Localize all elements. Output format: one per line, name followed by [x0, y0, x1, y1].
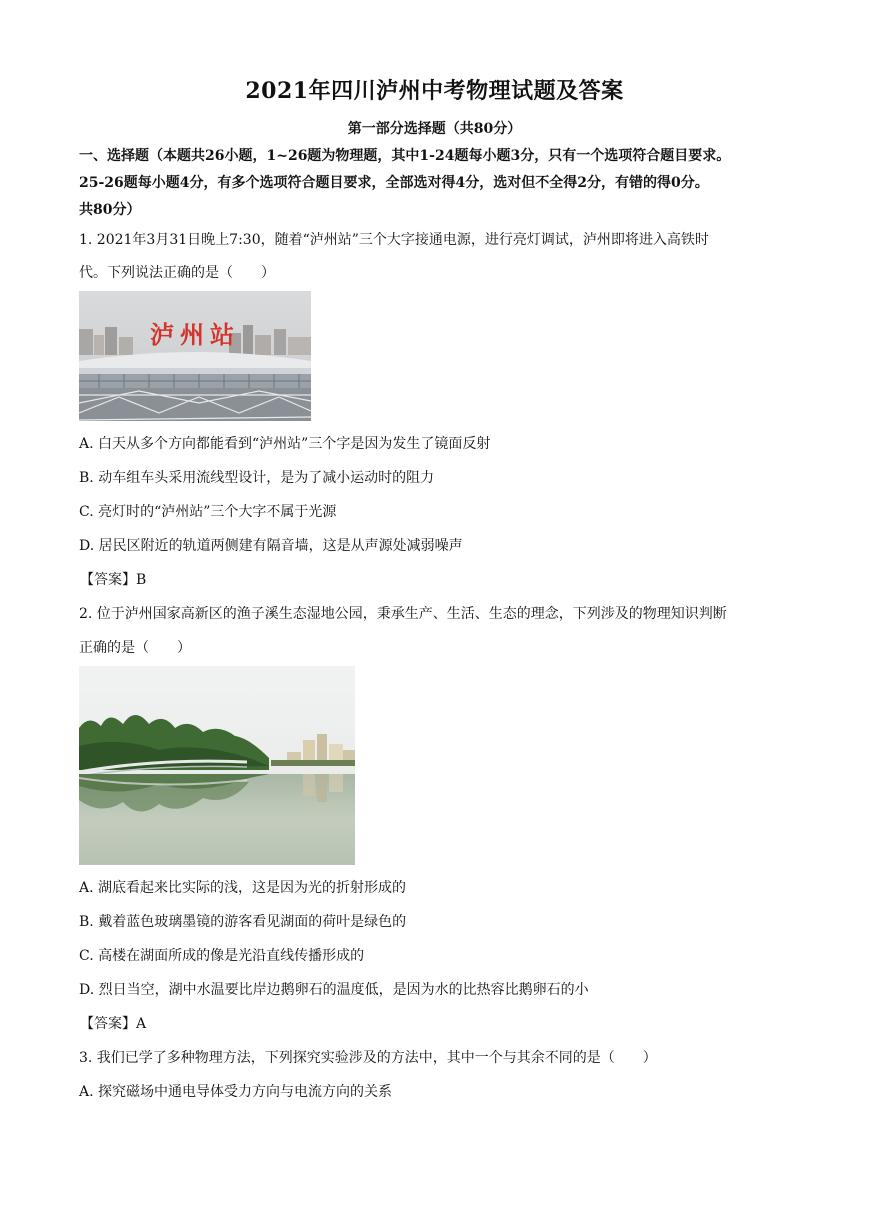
- section-heading-line: 25-26题每小题4分，有多个选项符合题目要求，全部选对得4分，选对但不全得2分，有错的得0分。: [79, 175, 709, 191]
- question-2-stem-line: 正确的是（ ）: [79, 640, 191, 656]
- document-title: 2021年四川泸州中考物理试题及答案: [245, 78, 624, 104]
- question-3-option-a: A. 探究磁场中通电导体受力方向与电流方向的关系: [79, 1084, 393, 1100]
- station-sign-text: 泸州站: [150, 321, 240, 349]
- question-1-answer: 【答案】B: [80, 572, 147, 588]
- section-heading-line: 共80分）: [79, 202, 141, 218]
- question-1-option-a: A. 白天从多个方向都能看到“泸州站”三个字是因为发生了镜面反射: [79, 436, 491, 452]
- question-2-option-c: C. 高楼在湖面所成的像是光沿直线传播形成的: [79, 948, 365, 964]
- question-1-option-d: D. 居民区附近的轨道两侧建有隔音墙，这是从声源处减弱噪声: [79, 538, 463, 554]
- question-2-option-b: B. 戴着蓝色玻璃墨镜的游客看见湖面的荷叶是绿色的: [79, 914, 407, 930]
- section-heading: [79, 143, 794, 224]
- question-2-option-d: D. 烈日当空，湖中水温要比岸边鹅卵石的温度低，是因为水的比热容比鹅卵石的小: [79, 982, 589, 998]
- luzhou-station-photo: [79, 291, 311, 421]
- question-2-stem-line: 2. 位于泸州国家高新区的渔子溪生态湿地公园，秉承生产、生活、生态的理念，下列涉及的物理知识判断: [79, 606, 727, 622]
- question-2-answer: 【答案】A: [80, 1016, 147, 1032]
- wetland-park-photo: [79, 666, 355, 865]
- part-title: 第一部分选择题（共80分）: [347, 121, 522, 137]
- question-1-stem-line: 代。下列说法正确的是（ ）: [79, 265, 275, 281]
- section-heading-line: 一、选择题（本题共26小题，1~26题为物理题，其中1-24题每小题3分，只有一个选项符合题目要求。: [79, 148, 731, 164]
- question-1-stem-line: 1. 2021年3月31日晚上7:30，随着“泸州站”三个大字接通电源，进行亮灯调试，泸州即将进入高铁时: [79, 232, 709, 248]
- question-1-option-c: C. 亮灯时的“泸州站”三个大字不属于光源: [79, 504, 337, 520]
- question-1-option-b: B. 动车组车头采用流线型设计，是为了减小运动时的阻力: [79, 470, 435, 486]
- question-2-option-a: A. 湖底看起来比实际的浅，这是因为光的折射形成的: [79, 880, 407, 896]
- question-3-stem-line: 3. 我们已学了多种物理方法，下列探究实验涉及的方法中，其中一个与其余不同的是（ ）: [79, 1050, 657, 1066]
